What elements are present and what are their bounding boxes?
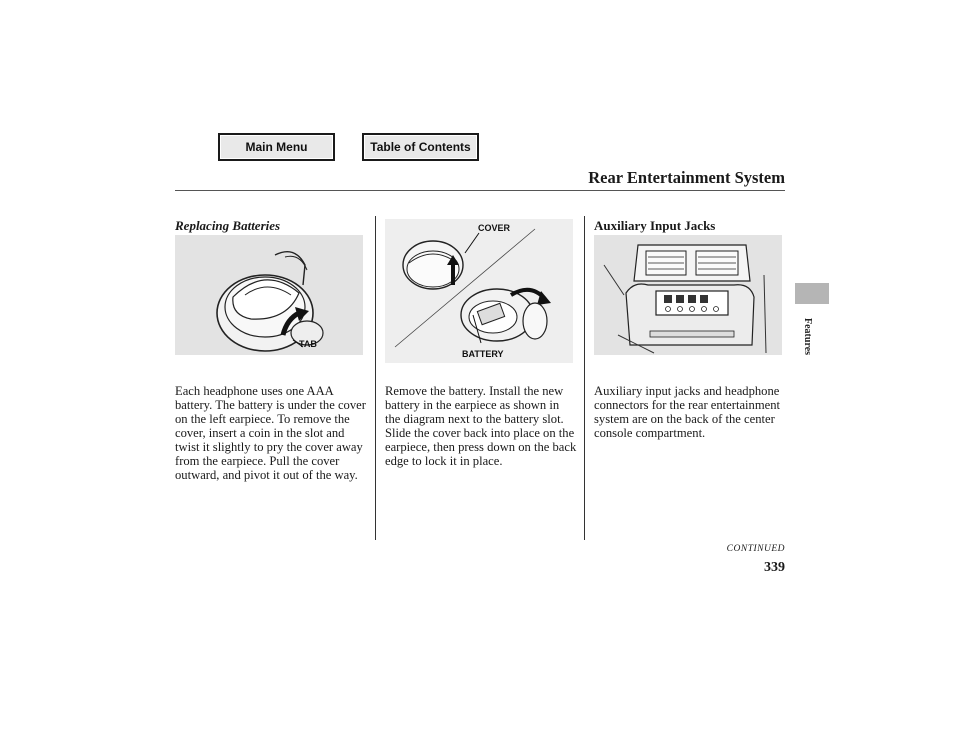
table-of-contents-button[interactable] [362, 133, 479, 161]
table-of-contents-label: Table of Contents [364, 135, 477, 159]
header-divider [175, 190, 785, 191]
tab-callout: TAB [299, 339, 317, 349]
headphone-earpiece-illustration [175, 235, 363, 355]
section-tab-label: Features [802, 318, 813, 356]
battery-callout: BATTERY [462, 349, 504, 359]
replacing-batteries-text: Each headphone uses one AAA battery. The battery is under the cover on the left earpiece. To remove the cover, insert a coin in the slot and twist it slightly to pry the cover away from the earpiece. Pull the cover outward, and pivot it out of the way. [175, 384, 366, 482]
page-title: Rear Entertainment System [588, 168, 785, 187]
battery-install-text: Remove the battery. Install the new battery in the earpiece as shown in the diagram next to the battery slot. Slide the cover back into place on the earpiece, then press down on the back edge to lock it in place. [385, 384, 577, 468]
rear-console-illustration [594, 235, 782, 355]
auxiliary-input-jacks-text: Auxiliary input jacks and headphone connectors for the rear entertainment system are on the back of the center console compartment. [594, 384, 781, 440]
page-number: 339 [764, 560, 785, 575]
cover-callout: COVER [478, 223, 511, 233]
battery-install-illustration [385, 219, 573, 363]
main-menu-label: Main Menu [220, 135, 333, 159]
column-divider-1 [375, 216, 376, 540]
auxiliary-input-jacks-heading: Auxiliary Input Jacks [594, 218, 716, 233]
column-divider-2 [584, 216, 585, 540]
main-menu-button[interactable] [218, 133, 335, 161]
replacing-batteries-heading: Replacing Batteries [175, 218, 281, 233]
continued-label: CONTINUED [726, 544, 785, 554]
section-tab-marker [795, 283, 829, 304]
